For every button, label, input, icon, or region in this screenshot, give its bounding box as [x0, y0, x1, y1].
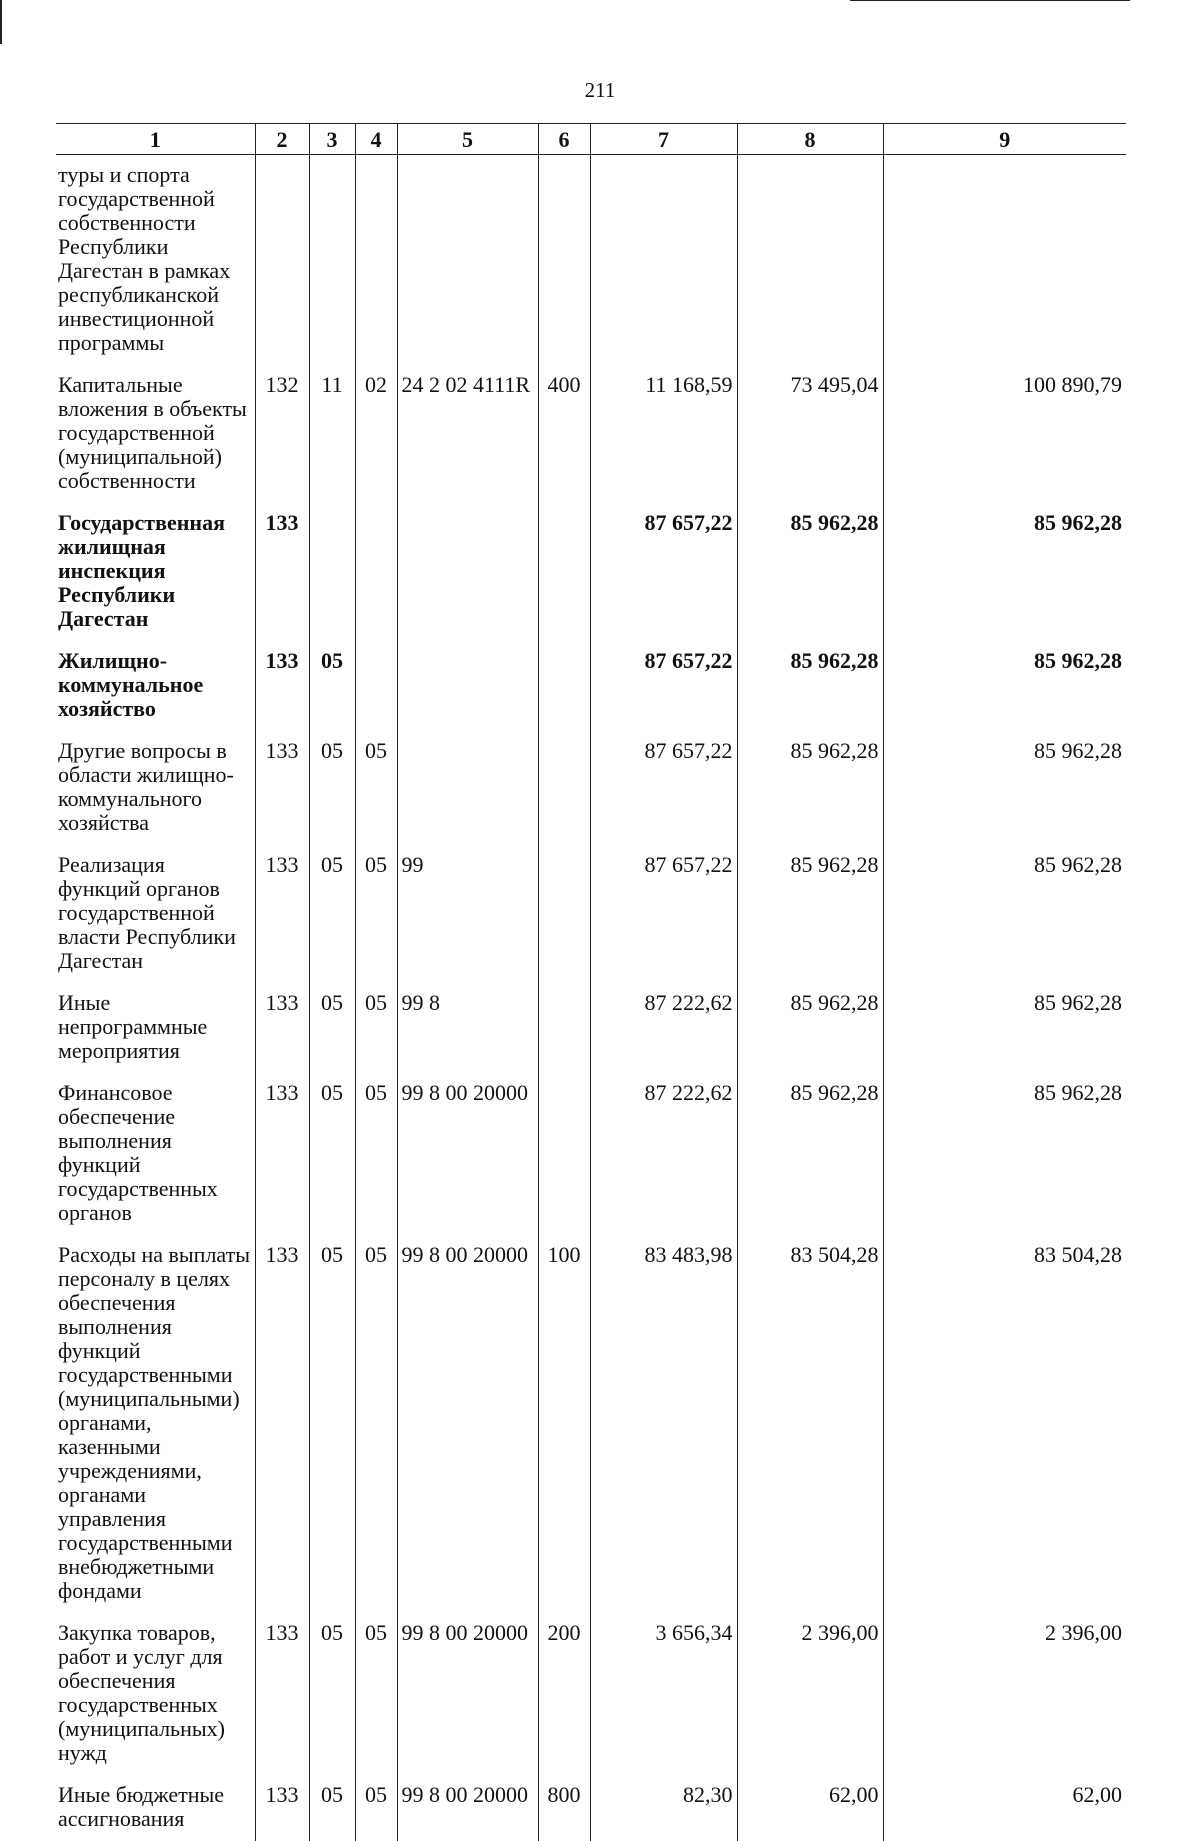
row-name: Финансовое обеспечение выполнения функций государственных органов [56, 1073, 255, 1235]
header-col-6: 6 [538, 124, 590, 155]
row-name: Капитальные вложения в объекты государственной (муниципальной) собственности [56, 365, 255, 503]
header-row [56, 124, 1126, 155]
page-number: 211 [0, 78, 1200, 103]
row-amount-col8: 83 504,28 [737, 1235, 883, 1613]
row-section: 05 [309, 731, 355, 845]
row-name: туры и спорта государственной собственности Республики Дагестан в рамках республиканской инвестиционной программы [56, 155, 255, 366]
row-section: 05 [309, 845, 355, 983]
table-row [56, 641, 1126, 731]
header-col-7: 7 [590, 124, 737, 155]
row-admin-code: 133 [255, 1073, 309, 1235]
row-amount-col9: 85 962,28 [883, 503, 1126, 641]
header-col-5: 5 [397, 124, 538, 155]
row-name: Иные непрограммные мероприятия [56, 983, 255, 1073]
row-name: Закупка товаров, работ и услуг для обеспечения государственных (муниципальных) нужд [56, 1613, 255, 1775]
row-admin-code: 133 [255, 845, 309, 983]
row-amount-col8: 85 962,28 [737, 983, 883, 1073]
row-target-item: 99 8 00 20000 [397, 1073, 538, 1235]
row-amount-col9: 85 962,28 [883, 983, 1126, 1073]
row-subsection [355, 641, 397, 731]
row-amount-col8 [737, 155, 883, 366]
row-amount-col8: 85 962,28 [737, 845, 883, 983]
header-col-2: 2 [255, 124, 309, 155]
row-amount-col7: 87 657,22 [590, 641, 737, 731]
table-row [56, 983, 1126, 1073]
row-amount-col8: 85 962,28 [737, 1073, 883, 1235]
row-amount-col7: 87 657,22 [590, 845, 737, 983]
row-amount-col9: 83 504,28 [883, 1235, 1126, 1613]
row-expense-type [538, 641, 590, 731]
row-section [309, 155, 355, 366]
top-rule [850, 0, 1130, 1]
row-target-item: 99 8 00 20000 [397, 1235, 538, 1613]
row-expense-type: 200 [538, 1613, 590, 1775]
row-amount-col8: 73 495,04 [737, 365, 883, 503]
table-row [56, 1235, 1126, 1613]
row-expense-type [538, 155, 590, 366]
row-amount-col8: 85 962,28 [737, 641, 883, 731]
row-amount-col8: 85 962,28 [737, 731, 883, 845]
row-name: Другие вопросы в области жилищно-коммунального хозяйства [56, 731, 255, 845]
row-subsection: 05 [355, 1235, 397, 1613]
row-name: Государственная жилищная инспекция Республики Дагестан [56, 503, 255, 641]
row-target-item: 99 8 00 20000 [397, 1775, 538, 1841]
row-admin-code: 133 [255, 503, 309, 641]
table-row [56, 1073, 1126, 1235]
row-amount-col9 [883, 155, 1126, 366]
row-expense-type: 800 [538, 1775, 590, 1841]
row-target-item: 99 8 [397, 983, 538, 1073]
row-expense-type [538, 845, 590, 983]
row-amount-col7: 83 483,98 [590, 1235, 737, 1613]
row-target-item [397, 731, 538, 845]
table-body [56, 155, 1126, 1841]
row-amount-col9: 2 396,00 [883, 1613, 1126, 1775]
row-name: Иные бюджетные ассигнования [56, 1775, 255, 1841]
row-admin-code: 133 [255, 731, 309, 845]
row-expense-type [538, 503, 590, 641]
row-name: Жилищно-коммунальное хозяйство [56, 641, 255, 731]
row-subsection: 02 [355, 365, 397, 503]
row-amount-col9: 100 890,79 [883, 365, 1126, 503]
row-expense-type [538, 731, 590, 845]
row-amount-col7 [590, 155, 737, 366]
row-subsection [355, 155, 397, 366]
row-admin-code: 133 [255, 983, 309, 1073]
row-admin-code: 132 [255, 365, 309, 503]
row-admin-code: 133 [255, 1775, 309, 1841]
row-subsection: 05 [355, 845, 397, 983]
row-expense-type [538, 983, 590, 1073]
row-section [309, 503, 355, 641]
row-subsection: 05 [355, 1613, 397, 1775]
row-section: 05 [309, 983, 355, 1073]
row-admin-code: 133 [255, 641, 309, 731]
row-amount-col9: 85 962,28 [883, 845, 1126, 983]
row-amount-col8: 2 396,00 [737, 1613, 883, 1775]
row-amount-col8: 85 962,28 [737, 503, 883, 641]
row-subsection: 05 [355, 1073, 397, 1235]
row-section: 05 [309, 641, 355, 731]
row-section: 11 [309, 365, 355, 503]
header-col-8: 8 [737, 124, 883, 155]
row-target-item [397, 503, 538, 641]
table-row [56, 845, 1126, 983]
row-amount-col7: 87 222,62 [590, 983, 737, 1073]
table-row [56, 1775, 1126, 1841]
row-section: 05 [309, 1775, 355, 1841]
row-amount-col9: 62,00 [883, 1775, 1126, 1841]
budget-table [56, 123, 1126, 1841]
table-row [56, 731, 1126, 845]
row-amount-col7: 87 222,62 [590, 1073, 737, 1235]
header-col-4: 4 [355, 124, 397, 155]
row-subsection: 05 [355, 731, 397, 845]
table-row [56, 1613, 1126, 1775]
row-subsection: 05 [355, 1775, 397, 1841]
row-target-item: 24 2 02 4111R [397, 365, 538, 503]
row-target-item [397, 155, 538, 366]
row-subsection [355, 503, 397, 641]
row-amount-col7: 87 657,22 [590, 731, 737, 845]
row-admin-code [255, 155, 309, 366]
row-amount-col9: 85 962,28 [883, 641, 1126, 731]
table-row [56, 155, 1126, 366]
row-target-item [397, 641, 538, 731]
table-row [56, 365, 1126, 503]
row-amount-col9: 85 962,28 [883, 1073, 1126, 1235]
row-amount-col7: 82,30 [590, 1775, 737, 1841]
row-subsection: 05 [355, 983, 397, 1073]
left-edge-mark [0, 0, 2, 44]
row-amount-col9: 85 962,28 [883, 731, 1126, 845]
row-target-item: 99 [397, 845, 538, 983]
row-amount-col7: 87 657,22 [590, 503, 737, 641]
row-expense-type: 100 [538, 1235, 590, 1613]
row-target-item: 99 8 00 20000 [397, 1613, 538, 1775]
row-section: 05 [309, 1073, 355, 1235]
row-expense-type [538, 1073, 590, 1235]
header-col-3: 3 [309, 124, 355, 155]
row-amount-col7: 11 168,59 [590, 365, 737, 503]
table-row [56, 503, 1126, 641]
row-amount-col7: 3 656,34 [590, 1613, 737, 1775]
row-admin-code: 133 [255, 1613, 309, 1775]
row-expense-type: 400 [538, 365, 590, 503]
row-name: Реализация функций органов государственной власти Республики Дагестан [56, 845, 255, 983]
row-admin-code: 133 [255, 1235, 309, 1613]
header-col-9: 9 [883, 124, 1126, 155]
header-col-1: 1 [56, 124, 255, 155]
row-section: 05 [309, 1235, 355, 1613]
row-name: Расходы на выплаты персоналу в целях обеспечения выполнения функций государственными (муниципальными) органами, казенными учреждениями, органами управления государственными внебюджетными фондами [56, 1235, 255, 1613]
row-section: 05 [309, 1613, 355, 1775]
row-amount-col8: 62,00 [737, 1775, 883, 1841]
